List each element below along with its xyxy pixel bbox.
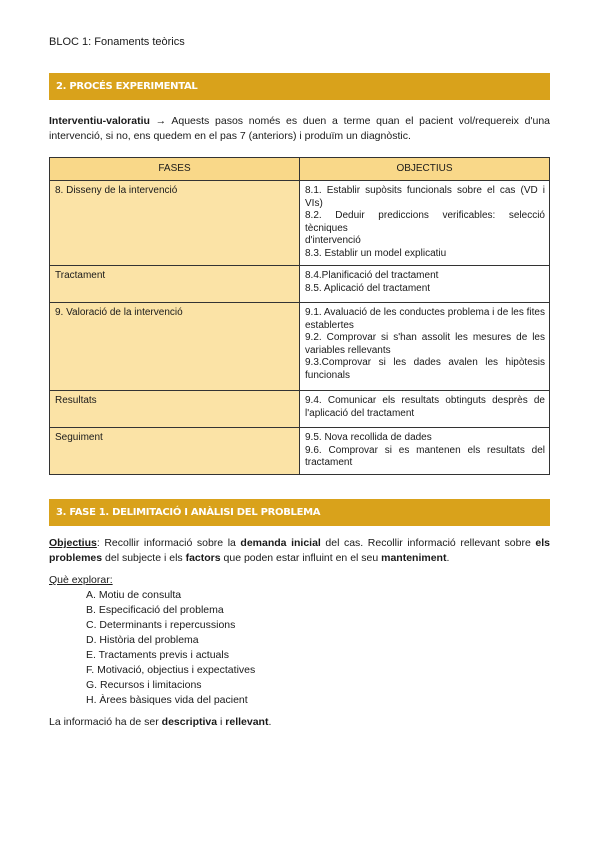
table-row [50,181,550,266]
phase-cell: 8. Disseny de la intervenció [50,181,300,266]
list-item: D. Història del problema [86,634,199,646]
table-row [50,303,550,391]
objective-line: 9.4. Comunicar els resultats obtinguts desprès de l'aplicació del tractament [305,395,545,419]
objectives-cell [300,266,550,303]
list-item: G. Recursos i limitacions [86,679,202,691]
column-header-fases: FASES [50,158,300,181]
objective-line: 9.5. Nova recollida de dades [305,432,432,443]
list-item: F. Motivació, objectius i expectatives [86,664,256,676]
closing-text: La informació ha de ser [49,716,162,728]
objective-line: 8.5. Aplicació del tractament [305,282,431,294]
intro-term: Interventiu-valoratiu [49,115,150,127]
objective-line: 9.1. Avaluació de les conductes problema i de les fites establertes [305,307,545,331]
objectives-bold: els problemes [49,537,550,564]
section-3-objectives [49,536,550,566]
section-3-title: 3. FASE 1. DELIMITACIÓ I ANÀLISI DEL PROBLEMA [49,499,550,526]
explore-list [49,573,255,708]
phase-cell: Tractament [50,266,300,303]
list-item: B. Especificació del problema [86,604,224,616]
section-2-intro [49,114,550,144]
objective-line: d'intervenció [305,235,361,246]
closing-text: . [268,716,272,728]
objectives-bold: demanda inicial [240,537,321,549]
objectives-text: del subjecte i els [102,552,186,564]
list-item: C. Determinants i repercussions [86,619,236,631]
objectives-bold: manteniment [381,552,447,564]
column-header-objectius: OBJECTIUS [300,158,550,181]
closing-statement [49,715,550,730]
objectives-cell [300,391,550,428]
objective-line: 8.3. Establir un model explicatiu [305,247,447,259]
objectives-bold: factors [185,552,221,564]
objectives-cell [300,303,550,391]
phase-cell: Seguiment [50,428,300,475]
objectives-label: Objectius [49,537,97,549]
objective-line: 8.1. Establir supòsits funcionals sobre el cas (VD i VIs) [305,185,545,209]
objective-line: 9.3.Comprovar si les dades avalen les hipòtesis funcionals [305,357,545,381]
objectives-text: . [446,552,450,564]
list-item: A. Motiu de consulta [86,589,182,601]
objective-line: 8.2. Deduir prediccions verificables: selecció tècniques [305,210,545,234]
closing-text: i [217,716,226,728]
section-2-title: 2. PROCÉS EXPERIMENTAL [49,73,550,100]
objectives-cell [300,428,550,475]
explore-label: Què explorar: [49,574,113,586]
table-row [50,428,550,475]
list-item: E. Tractaments previs i actuals [86,649,229,661]
objectives-text: del cas. Recollir informació rellevant sobre [320,537,536,549]
phase-cell: Resultats [50,391,300,428]
closing-bold: descriptiva [161,716,218,728]
objective-line: 9.6. Comprovar si es mantenen els resultats del tractament [305,444,545,468]
objectives-cell [300,181,550,266]
objective-line: 8.4.Planificació del tractament [305,270,439,281]
phases-table [49,157,550,475]
closing-bold: rellevant [225,716,269,728]
list-item: H. Àrees bàsiques vida del pacient [86,694,248,706]
page-header: BLOC 1: Fonaments teòrics [49,36,185,48]
objectives-text: que poden estar influint en el seu [220,552,382,564]
objective-line: 9.2. Comprovar si s'han assolit les mesures de les variables rellevants [305,332,545,356]
objectives-text: : Recollir informació sobre la [96,537,241,549]
intro-text: → Aquests pasos només es duen a terme quan el pacient vol/requereix d'una intervenció, si no, ens quedem en el pas 7 (anteriors) i produïm un diagnòstic. [49,115,550,142]
table-row [50,266,550,303]
table-row [50,391,550,428]
phase-cell: 9. Valoració de la intervenció [50,303,300,391]
